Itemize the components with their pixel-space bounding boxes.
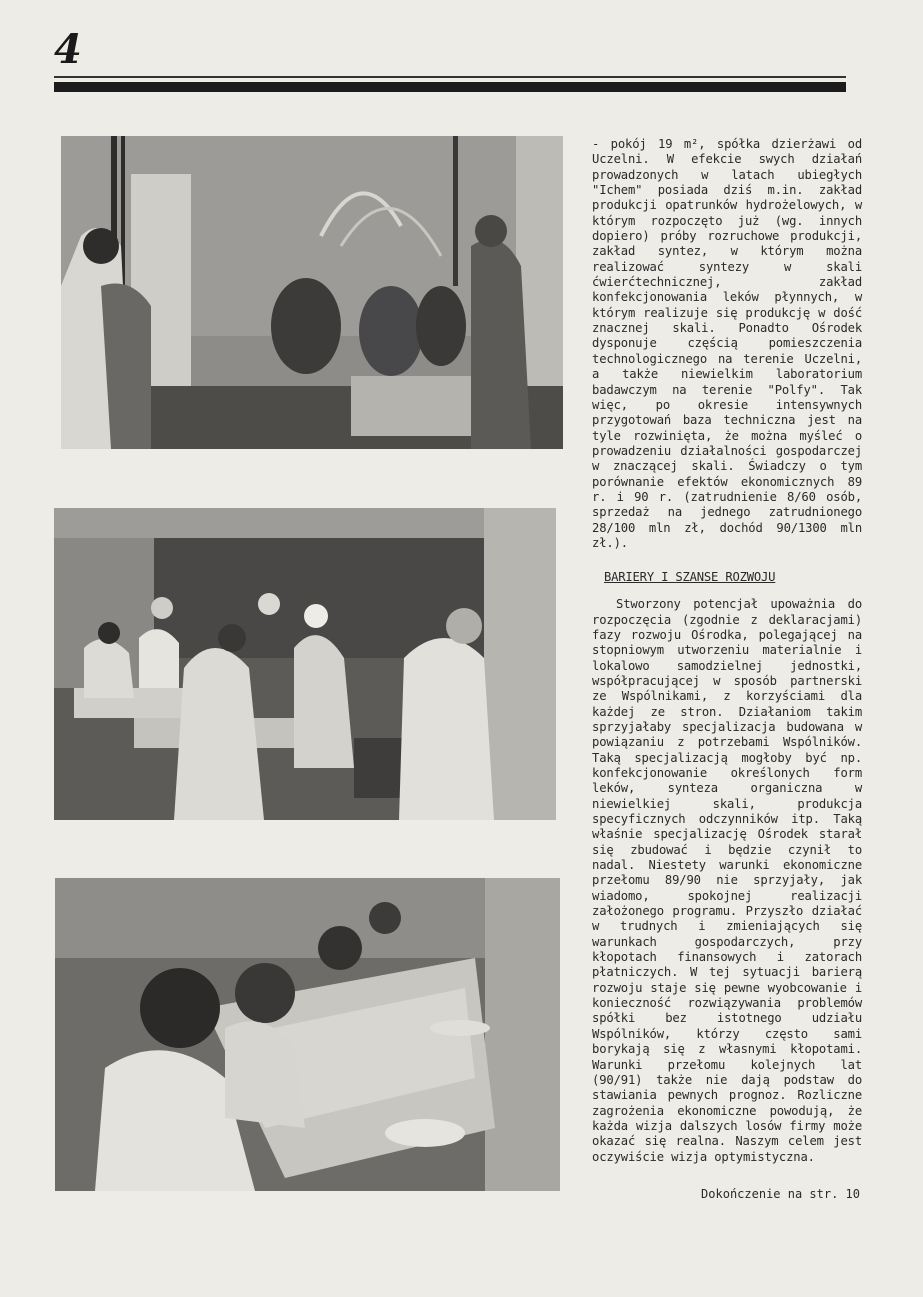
article-intro-text: - pokój 19 m², spółka dzierżawi od Uczelni. W efekcie swych działań prowadzonych w latach ubiegłych "Ichem" posiada dziś m.in. zakład produkcji opatrunków hydrożelowych, w którym rozpoczęto już (wg. innych dopiero) próby rozruchowe produkcji, zakład syntez, w którym można realizować syntezy w skali ćwierćtechnicznej, zakład konfekcjonowania leków płynnych, w którym realizuje się produkcję w dość znacznej skali. Ponadto Ośrodek dysponuje częścią pomieszczenia technologicznego na terenie Uczelni, a także niewielkim laboratorium badawczym na terenie "Polfy". Tak więc, po okresie intensywnych przygotowań baza techniczna jest na tyle rozwinięta, że można myśleć o prowadzeniu działalności gospodarczej w znaczącej skali. Świadczy o tym porównanie efektów ekonomicznych 89 r. i 90 r. (zatrudnienie 8/60 osób, sprzedaż na jednego zatrudnionego 28/100 mln zł, dochód 90/1300 mln zł.). <box>592 137 862 550</box>
header-rule-thick <box>54 82 846 92</box>
photo-autoclave-room <box>61 136 563 449</box>
photo-packing-line <box>55 878 560 1191</box>
photo-production-hall <box>54 508 556 820</box>
section-heading: BARIERY I SZANSE ROZWOJU <box>604 570 776 584</box>
page-number: 4 <box>54 26 82 73</box>
article-body-text: Stworzony potencjał upoważnia do rozpoczęcia (zgodnie z deklaracjami) fazy rozwoju Ośrodka, polegającej na stopniowym utworzeniu materialnie i lokalowo samodzielnej jednostki, współpracującej w sposób partnerski ze Wspólnikami, z korzyściami dla każdej ze stron. Działaniom takim sprzyjałaby specjalizacja budowana w powiązaniu z potrzebami Wspólników. Taką specjalizacją mogłoby być np. konfekcjonowanie określonych form leków, synteza organiczna w niewielkiej skali, produkcja specyficznych odczynników itp. Taką właśnie specjalizację Ośrodek starał się zbudować i będzie czynił to nadal. Niestety warunki ekonomiczne przełomu 89/90 nie sprzyjały, jak wiadomo, spokojnej realizacji założonego programu. Przyszło działać w trudnych i zmieniających się warunkach gospodarczych, przy kłopotach finansowych i zatorach płatniczych. W tej sytuacji barierą rozwoju staje się pewne wyobcowanie i konieczność rozwiązywania problemów spółki bez istotnego udziału Wspólników, którzy często sami borykają się z własnymi kłopotami. Warunki przełomu kolejnych lat (90/91) także nie dają podstaw do stawiania pewnych prognoz. Rozliczne zagrożenia ekonomiczne powodują, że każda wizja dalszych losów firmy może okazać się realna. Naszym celem jest oczywiście wizja optymistyczna. <box>592 597 862 1164</box>
article-body <box>592 585 862 1177</box>
article-intro <box>592 137 862 551</box>
header-rule-thin <box>54 76 846 78</box>
continuation-note: Dokończenie na str. 10 <box>701 1187 860 1201</box>
